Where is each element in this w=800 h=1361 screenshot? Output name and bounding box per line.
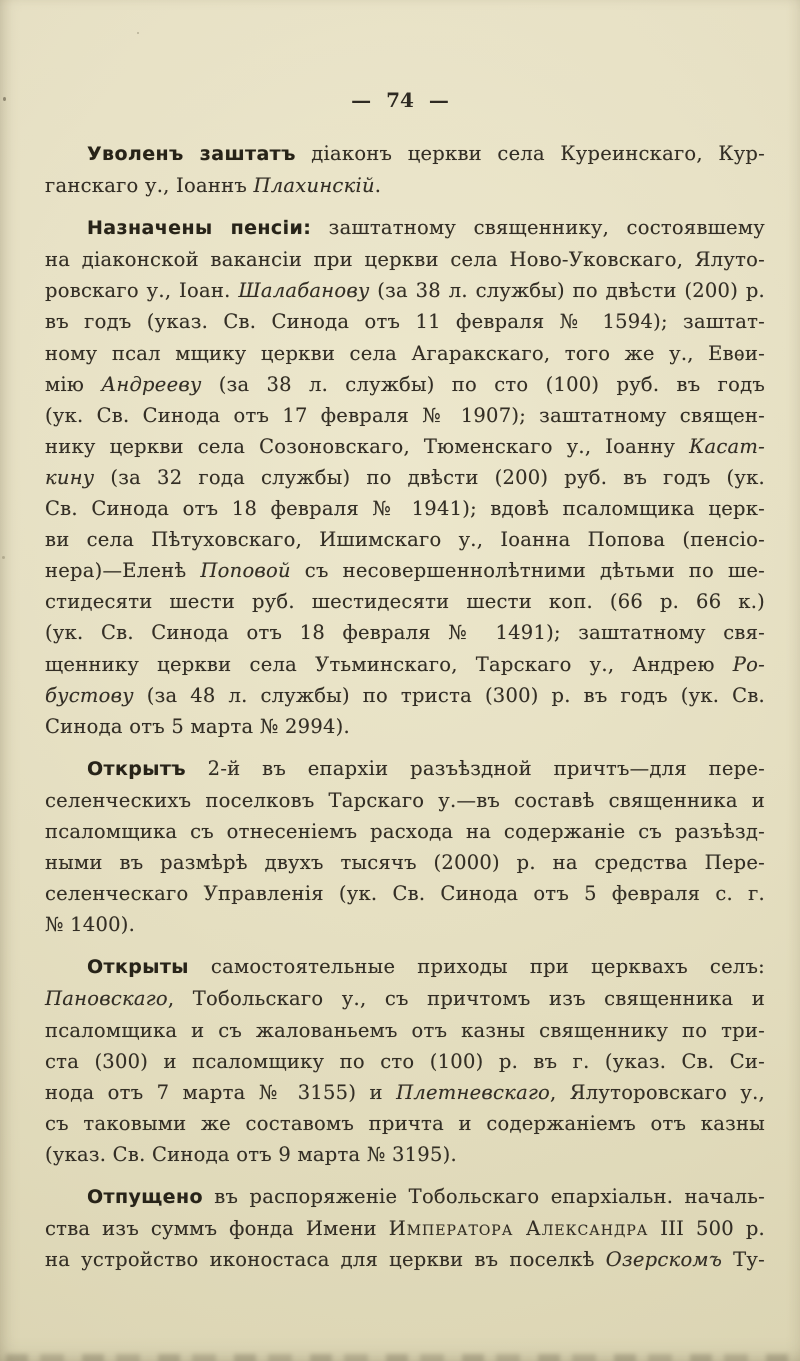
paragraph-otpushcheno bbox=[45, 1181, 765, 1275]
text-line bbox=[45, 680, 765, 711]
lead-in-bold: Отпущено bbox=[87, 1186, 203, 1208]
paragraph-otkryty-prikhody bbox=[45, 951, 765, 1170]
text-line bbox=[45, 493, 765, 524]
text-line bbox=[45, 212, 765, 244]
paragraph-uvolen-zashtat bbox=[45, 138, 765, 201]
lead-in-bold: Открытъ bbox=[87, 757, 186, 780]
text-segment: (за 38 л. службы) по сто (100) руб. въ годъ bbox=[201, 372, 765, 396]
text-line bbox=[45, 1181, 765, 1213]
text-line bbox=[45, 275, 765, 306]
italic-proper-name: Пановскаго bbox=[45, 987, 168, 1011]
text-block bbox=[45, 138, 765, 1286]
text-segment: Св. Синода отъ 18 февраля № 1941); вдовѣ псаломщика церк- bbox=[45, 497, 765, 521]
text-segment: (за 32 года службы) по двѣсти (200) руб. въ годъ (ук. bbox=[94, 465, 765, 489]
text-line bbox=[45, 617, 765, 648]
italic-proper-name: Поповой bbox=[200, 559, 291, 583]
text-segment: ства изъ суммъ фонда Имени bbox=[45, 1217, 389, 1241]
text-segment: ганскаго у., Іоаннъ bbox=[45, 174, 254, 198]
page-number: — 74 — bbox=[351, 88, 449, 112]
paper-speck bbox=[2, 556, 5, 559]
text-segment: самостоятельные приходы при церквахъ селъ: bbox=[188, 955, 765, 979]
text-segment: 2-й въ епархіи разъѣздной причтъ—для пере- bbox=[185, 756, 765, 780]
italic-proper-name: Андрееву bbox=[101, 372, 202, 396]
paper-speck bbox=[3, 97, 6, 101]
paragraph-otkryt-prichet bbox=[45, 753, 765, 941]
text-segment: , Ялуторовскаго у., bbox=[550, 1080, 765, 1104]
text-segment: (за 48 л. службы) по триста (300) р. въ годъ (ук. Св. bbox=[133, 683, 765, 707]
text-segment: ному псал мщику церкви села Агаракскаго, того же у., Евѳи- bbox=[45, 341, 765, 365]
text-line bbox=[45, 878, 765, 909]
paper-speck bbox=[137, 32, 139, 34]
text-segment: (ук. Св. Синода отъ 18 февраля № 1491); заштатному свя- bbox=[45, 621, 765, 645]
text-segment: заштатному священнику, состоявшему bbox=[311, 216, 765, 240]
text-line bbox=[45, 951, 765, 983]
paragraph-naznacheny-pensii bbox=[45, 212, 765, 742]
text-line bbox=[45, 1244, 765, 1275]
text-line bbox=[45, 909, 765, 940]
italic-proper-name: Шалабанову bbox=[238, 279, 370, 303]
text-line bbox=[45, 338, 765, 369]
text-segment: нера)—Еленѣ bbox=[45, 559, 201, 583]
text-segment: селенческаго Управленія (ук. Св. Синода отъ 5 февраля с. г. bbox=[45, 882, 765, 906]
text-line bbox=[45, 1015, 765, 1046]
text-line bbox=[45, 1213, 765, 1244]
lead-in-bold: Назначены пенсіи: bbox=[87, 217, 312, 240]
text-segment: . bbox=[374, 174, 382, 198]
text-line bbox=[45, 983, 765, 1014]
text-segment: , Тобольскаго у., съ причтомъ изъ священника и bbox=[167, 987, 765, 1011]
text-segment: (за 38 л. службы) по двѣсти (200) р. bbox=[369, 279, 766, 303]
text-segment: псаломщика съ отнесеніемъ расхода на содержаніе съ разъѣзд- bbox=[45, 819, 765, 843]
text-segment: ровскаго у., Іоан. bbox=[45, 279, 239, 303]
text-line bbox=[45, 1077, 765, 1108]
text-segment: съ несовершеннолѣтними дѣтьми по ше- bbox=[290, 559, 766, 583]
text-segment: ными въ размѣрѣ двухъ тысячъ (2000) р. на средства Пере- bbox=[45, 851, 765, 875]
text-segment: мію bbox=[45, 372, 102, 396]
text-segment: Синода отъ 5 марта № 2994). bbox=[45, 714, 350, 738]
text-line bbox=[45, 847, 765, 878]
text-segment: нода отъ 7 марта № 3155) и bbox=[45, 1080, 397, 1104]
text-line bbox=[45, 138, 765, 170]
text-line bbox=[45, 711, 765, 742]
text-segment: селенческихъ поселковъ Тарскаго у.—въ составѣ священника и bbox=[45, 788, 765, 812]
text-segment: щеннику церкви села Утьминскаго, Тарскаго у., Андрею bbox=[45, 652, 733, 676]
text-segment: (ук. Св. Синода отъ 17 февраля № 1907); заштатному священ- bbox=[45, 403, 765, 427]
text-segment: ста (300) и псаломщику по сто (100) р. въ г. (указ. Св. Си- bbox=[45, 1049, 765, 1073]
text-line bbox=[45, 1139, 765, 1170]
lead-in-bold: Открыты bbox=[87, 956, 189, 979]
small-caps-text: Императора Александра bbox=[388, 1217, 649, 1241]
text-line bbox=[45, 555, 765, 586]
text-line bbox=[45, 586, 765, 617]
italic-proper-name: Касат- bbox=[689, 434, 765, 458]
italic-proper-name: Плахинскій bbox=[253, 174, 375, 198]
text-segment: на діаконской вакансіи при церкви села Ново-Уковскаго, Ялуто- bbox=[45, 248, 765, 272]
italic-proper-name: бустову bbox=[45, 683, 134, 707]
text-line bbox=[45, 306, 765, 337]
text-line bbox=[45, 649, 765, 680]
italic-proper-name: кину bbox=[45, 465, 95, 489]
text-line bbox=[45, 785, 765, 816]
text-segment: ви села Пѣтуховскаго, Ишимскаго у., Іоанна Попова (пенсіо- bbox=[45, 528, 765, 552]
text-segment: (указ. Св. Синода отъ 9 марта № 3195). bbox=[45, 1142, 457, 1166]
text-line bbox=[45, 400, 765, 431]
text-segment: № 1400). bbox=[45, 913, 136, 937]
text-line bbox=[45, 753, 765, 785]
lead-in-bold: Уволенъ заштатъ bbox=[87, 143, 296, 165]
text-segment: съ таковыми же составомъ причта и содержаніемъ отъ казны bbox=[45, 1111, 765, 1135]
text-line bbox=[45, 1046, 765, 1077]
text-line bbox=[45, 524, 765, 555]
text-line bbox=[45, 369, 765, 400]
text-line bbox=[45, 431, 765, 462]
text-segment: Ту- bbox=[722, 1248, 765, 1272]
text-segment: въ распоряженіе Тобольскаго епархіальн. началь- bbox=[202, 1185, 765, 1208]
italic-proper-name: Плетневскаго bbox=[396, 1080, 551, 1104]
italic-proper-name: Ро- bbox=[732, 652, 765, 676]
text-segment: въ годъ (указ. Св. Синода отъ 11 февраля № 1594); заштат- bbox=[45, 310, 765, 334]
text-segment: III 500 р. bbox=[648, 1217, 765, 1241]
text-line bbox=[45, 816, 765, 847]
text-segment: на устройство иконостаса для церкви въ поселкѣ bbox=[45, 1248, 606, 1272]
text-line bbox=[45, 170, 765, 201]
text-segment: нику церкви села Созоновскаго, Тюменскаго у., Іоанну bbox=[45, 434, 690, 458]
text-line bbox=[45, 244, 765, 275]
bleed-through-marks bbox=[6, 1354, 794, 1361]
text-line bbox=[45, 462, 765, 493]
text-segment: діаконъ церкви села Куреинскаго, Кур- bbox=[295, 142, 765, 165]
text-line bbox=[45, 1108, 765, 1139]
text-segment: стидесяти шести руб. шестидесяти шести коп. (66 р. 66 к.) bbox=[45, 590, 765, 614]
italic-proper-name: Озерскомъ bbox=[605, 1248, 723, 1272]
text-segment: псаломщика и съ жалованьемъ отъ казны священнику по три- bbox=[45, 1018, 765, 1042]
